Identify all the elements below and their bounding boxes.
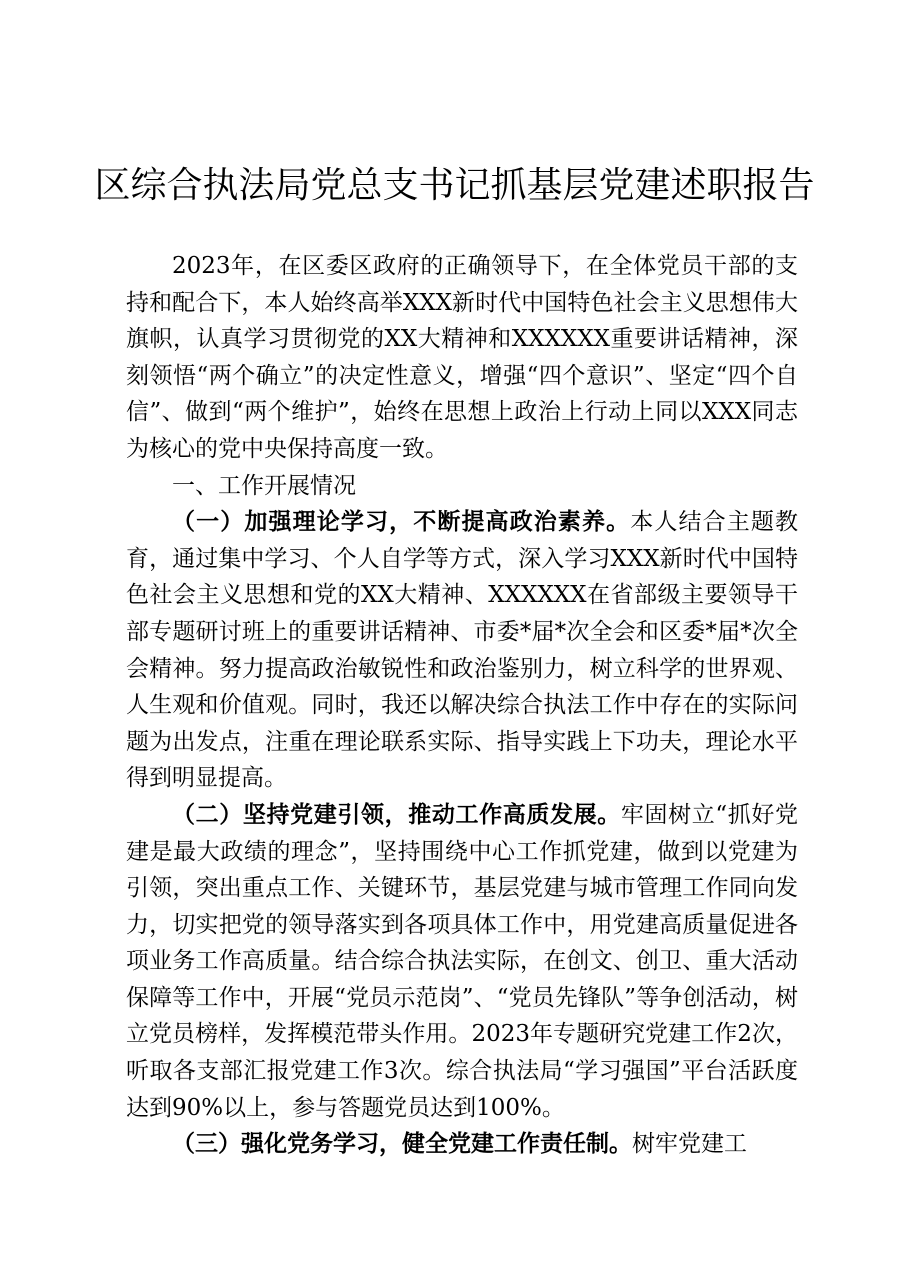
paragraph-1-lead: （一）加强理论学习，不断提高政治素养。 [172, 508, 631, 536]
document-body [126, 248, 798, 1163]
paragraph-2-text: 牢固树立“抓好党建是最大政绩的理念”，坚持围绕中心工作抓党建，做到以党建为引领，突出重点工作、关键环节，基层党建与城市管理工作同向发力，切实把党的领导落实到各项具体工作中，用党建高质量促进各项业务工作高质量。结合综合执法实际，在创文、创卫、重大活动保障等工作中，开展“党员示范岗”、“党员先锋队”等争创活动，树立党员榜样，发挥模范带头作用。2023年专题研究党建工作2次，听取各支部汇报党建工作3次。综合执法局“学习强国”平台活跃度达到90%以上，参与答题党员达到100%。 [126, 801, 799, 1121]
section-heading: 一、工作开展情况 [172, 472, 356, 499]
paragraph-3 [126, 1126, 798, 1163]
paragraph-1-text: 本人结合主题教育，通过集中学习、个人自学等方式，深入学习XXX新时代中国特色社会主义思想和党的XX大精神、XXXXXX在省部级主要领导干部专题研讨班上的重要讲话精神、市委*届*次全会和区委*届*次全会精神。努力提高政治敏锐性和政治鉴别力，树立科学的世界观、人生观和价值观。同时，我还以解决综合执法工作中存在的实际问题为出发点，注重在理论联系实际、指导实践上下功夫，理论水平得到明显提高。 [126, 509, 799, 792]
paragraph-2-lead: （二）坚持党建引领，推动工作高质发展。 [172, 800, 621, 828]
paragraph-2 [126, 797, 798, 1126]
intro-paragraph: 2023年，在区委区政府的正确领导下，在全体党员干部的支持和配合下，本人始终高举XXX新时代中国特色社会主义思想伟大旗帜，认真学习贯彻党的XX大精神和XXXXXX重要讲话精神，深刻领悟“两个确立”的决定性意义，增强“四个意识”、坚定“四个自信”、做到“两个维护”，始终在思想上政治上行动上同以XXX同志为核心的党中央保持高度一致。 [126, 253, 798, 462]
document-title: 区综合执法局党总支书记抓基层党建述职报告 [94, 165, 815, 206]
paragraph-3-lead: （三）强化党务学习，健全党建工作责任制。 [172, 1130, 632, 1158]
paragraph-3-text: 树牢党建工 [632, 1131, 747, 1158]
paragraph-1 [126, 504, 798, 797]
